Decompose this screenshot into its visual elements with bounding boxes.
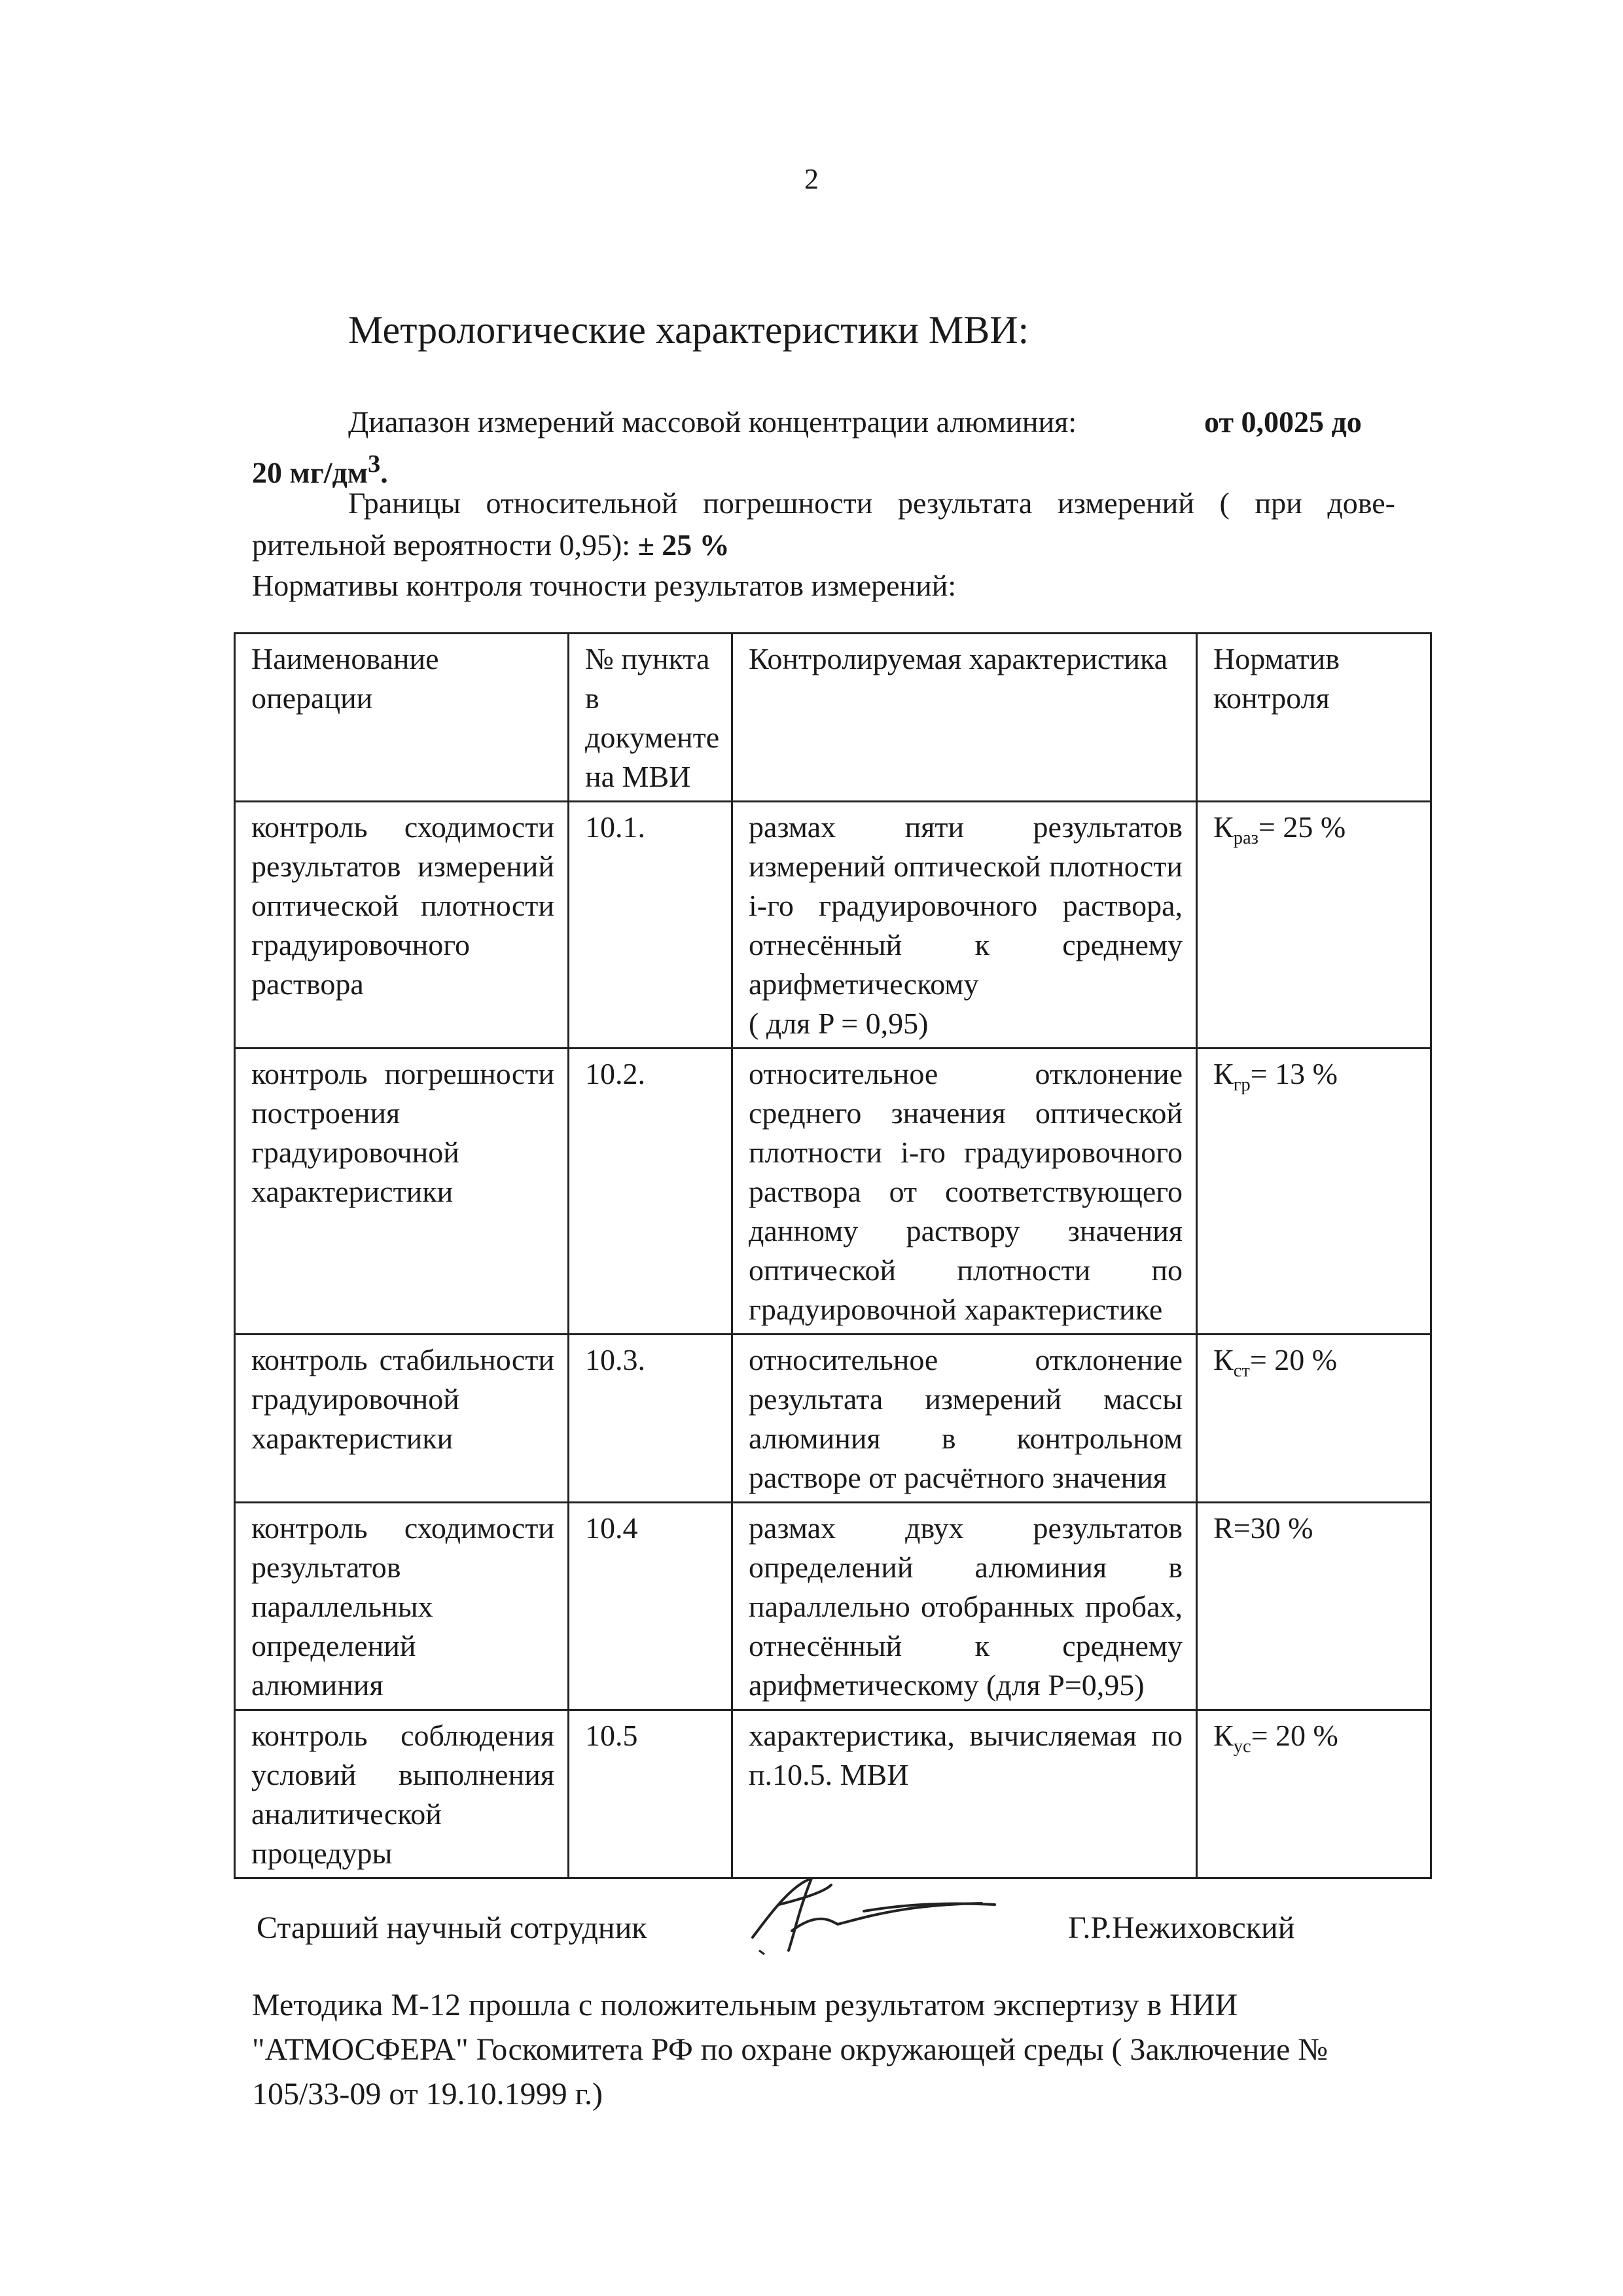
cell-clause: 10.3.	[569, 1335, 732, 1503]
cell-clause: 10.4	[569, 1503, 732, 1710]
expertise-note: Методика М-12 прошла с положительным результатом экспертизу в НИИ "АТМОСФЕРА" Госкомитета РФ по охране окружающей среды ( Заключение № 105/33-09 от 19.10.1999 г.)	[252, 1988, 1329, 2111]
table-row	[235, 1335, 1431, 1503]
range-value-end: 20 $мг/дм^3$.	[252, 450, 388, 490]
norms-table	[234, 632, 1432, 1879]
cell-characteristic: относительное отклонение результата измерений массы алюминия в контрольном растворе от расчётного значения	[732, 1335, 1197, 1503]
handwritten-signature	[733, 1859, 1008, 1964]
cell-norm: $К_{гр}= 13$ %	[1197, 1049, 1431, 1335]
error-bounds-line2: рительной вероятности 0,95): ± 25 %	[252, 528, 730, 562]
cell-operation: контроль стабильности градуировочной характеристики	[235, 1335, 569, 1503]
header-norm: Норматив контроля	[1197, 634, 1431, 802]
cell-characteristic: характеристика, вычисляемая по п.10.5. МВИ	[732, 1710, 1197, 1878]
signatory-name: Г.Р.Нежиховский	[1068, 1910, 1295, 1945]
cell-operation: контроль соблюдения условий выполнения аналитической процедуры	[235, 1710, 569, 1878]
table-row	[235, 1049, 1431, 1335]
cell-clause: 10.5	[569, 1710, 732, 1878]
page-number: 2	[804, 163, 819, 195]
table-row	[235, 1710, 1431, 1878]
cell-characteristic: размах пяти результатов измерений оптической плотности i-го градуировочного раствора, отнесённый к среднему арифметическому ( для P = 0,95)	[732, 802, 1197, 1049]
norms-heading: Нормативы контроля точности результатов измерений:	[252, 569, 957, 602]
cell-operation: контроль погрешности построения градуировочной характеристики	[235, 1049, 569, 1335]
cell-norm: $К_{ус}= 20$ %	[1197, 1710, 1431, 1878]
table-header-row	[235, 634, 1431, 802]
cell-norm: $К_{раз}= 25$ %	[1197, 802, 1431, 1049]
range-label: Диапазон измерений массовой концентрации алюминия:	[348, 405, 1077, 439]
error-bounds-value: ± 25 %	[637, 528, 730, 562]
cell-operation: контроль сходимости результатов параллельных определений алюминия	[235, 1503, 569, 1710]
cell-norm: R=30 %	[1197, 1503, 1431, 1710]
range-value-start: от 0,0025 до	[1204, 405, 1362, 439]
table-row	[235, 1503, 1431, 1710]
cell-clause: 10.1.	[569, 802, 732, 1049]
cell-characteristic: относительное отклонение среднего значения оптической плотности i-го градуировочного раствора от соответствующего данному раствору значения оптической плотности по градуировочной характеристике	[732, 1049, 1197, 1335]
header-clause: № пункта в документе на МВИ	[569, 634, 732, 802]
table-row	[235, 802, 1431, 1049]
header-operation: Наименование операции	[235, 634, 569, 802]
cell-characteristic: размах двух результатов определений алюминия в параллельно отобранных пробах, отнесённый к среднему арифметическому (для P=0,95)	[732, 1503, 1197, 1710]
cell-norm: $К_{ст}= 20$ %	[1197, 1335, 1431, 1503]
header-characteristic: Контролируемая характеристика	[732, 634, 1197, 802]
cell-clause: 10.2.	[569, 1049, 732, 1335]
cell-operation: контроль сходимости результатов измерений оптической плотности градуировочного раствора	[235, 802, 569, 1049]
error-bounds-line1: Границы относительной погрешности результата измерений ( при дове-	[348, 486, 1395, 520]
signatory-position: Старший научный сотрудник	[257, 1910, 647, 1945]
page-title: Метрологические характеристики МВИ:	[348, 308, 1029, 351]
